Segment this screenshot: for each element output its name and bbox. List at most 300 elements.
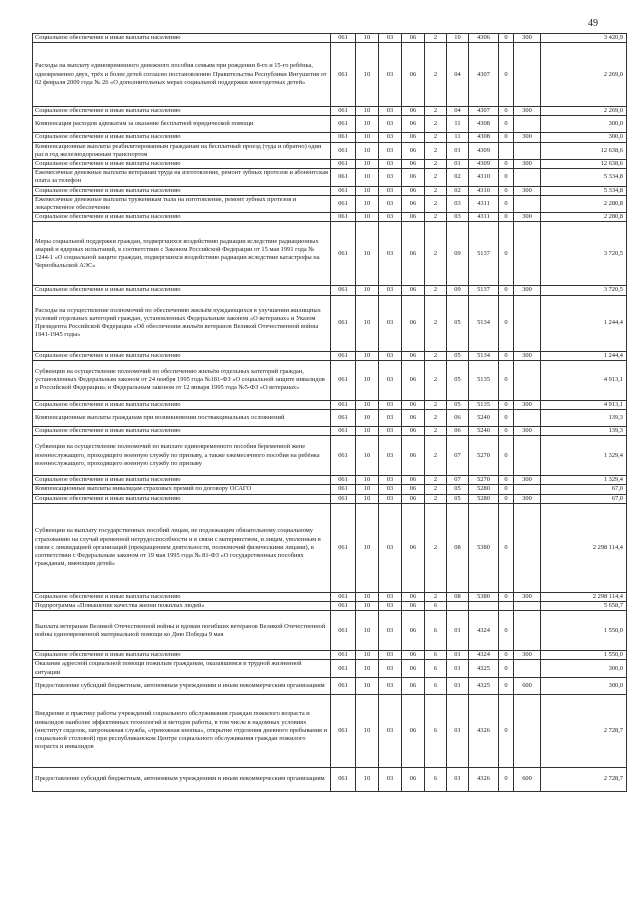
row-code-cell: 03 [379, 360, 402, 400]
row-code-cell: 10 [356, 186, 379, 195]
row-name-cell: Субвенции на выплату государственных пособий лицам, не подлежащим обязательному социальному страхованию на случай временной нетрудоспособности и в связи с материнством, и лицам, уволенным в связи с ликвидацией организаций (прекращением деятельности, полномочий физическими лицами), в соответствии с Федеральным законом от 19 мая 1995 года № 81-ФЗ «О государственных пособиях гражданам, имеющим детей» [33, 503, 331, 592]
row-code-cell: 2 [425, 116, 447, 133]
table-row [33, 43, 627, 107]
row-code-cell: 02 [447, 186, 469, 195]
row-code-cell: 10 [356, 295, 379, 351]
row-code-cell: 06 [402, 295, 425, 351]
row-code-cell: 03 [379, 222, 402, 286]
table-row [33, 34, 627, 43]
row-code-cell: 03 [379, 133, 402, 142]
row-code-cell: 06 [402, 503, 425, 592]
row-amount-cell: 2 728,7 [541, 694, 627, 767]
table-row [33, 694, 627, 767]
row-name-cell: Расходы на выплату единовременного денежного пособия семьям при рождении 8-го и 15-го ребёнка, одновременно двух, трёх и более детей согласно постановлению Правительства Республики Ингушетия от 02 февраля 2009 года № 26 «О дополнительных мерах социальной поддержки многодетных детей» [33, 43, 331, 107]
row-name-cell: Социальное обеспечение и иные выплаты населению [33, 160, 331, 169]
row-code-cell: 061 [331, 410, 356, 427]
row-code-cell: 10 [356, 142, 379, 159]
table-row [33, 651, 627, 660]
row-code-cell: 061 [331, 602, 356, 611]
row-code-cell: 0 [499, 295, 514, 351]
table-row [33, 677, 627, 694]
row-name-cell: Компенсационные выплаты гражданам при возникновении поствакцинальных осложнений [33, 410, 331, 427]
row-code-cell: 6 [425, 694, 447, 767]
row-amount-cell: 1 550,0 [541, 611, 627, 651]
row-code-cell: 06 [402, 142, 425, 159]
table-row [33, 476, 627, 485]
row-code-cell: 10 [356, 195, 379, 212]
row-code-cell: 10 [356, 660, 379, 677]
row-code-cell: 6 [425, 677, 447, 694]
row-code-cell: 061 [331, 43, 356, 107]
row-amount-cell: 1 244,4 [541, 351, 627, 360]
row-code-cell: 6 [425, 767, 447, 791]
row-code-cell: 4310 [469, 169, 499, 186]
row-code-cell: 4309 [469, 160, 499, 169]
row-name-cell: Предоставление субсидий бюджетным, автономным учреждениям и иным некоммерческим организациям [33, 767, 331, 791]
row-code-cell: 4307 [469, 43, 499, 107]
table-row [33, 360, 627, 400]
row-name-cell: Социальное обеспечение и иные выплаты населению [33, 427, 331, 436]
row-code-cell: 061 [331, 160, 356, 169]
row-amount-cell: 5 334,8 [541, 169, 627, 186]
row-code-cell: 06 [402, 410, 425, 427]
row-code-cell: 03 [379, 186, 402, 195]
row-code-cell [514, 602, 541, 611]
row-code-cell [514, 195, 541, 212]
row-name-cell: Подпрограмма «Повышение качества жизни пожилых людей» [33, 602, 331, 611]
row-code-cell: 2 [425, 195, 447, 212]
row-code-cell: 300 [514, 213, 541, 222]
row-code-cell: 0 [499, 767, 514, 791]
row-name-cell: Социальное обеспечение и иные выплаты населению [33, 494, 331, 503]
row-code-cell: 2 [425, 186, 447, 195]
row-name-cell: Оказание адресной социальной помощи пожилым гражданам, оказавшимся в трудной жизненной ситуации [33, 660, 331, 677]
row-code-cell: 0 [499, 494, 514, 503]
row-code-cell: 06 [402, 427, 425, 436]
row-code-cell: 10 [356, 592, 379, 601]
row-amount-cell: 2 298 114,4 [541, 503, 627, 592]
row-code-cell [514, 360, 541, 400]
row-code-cell [514, 410, 541, 427]
row-code-cell: 600 [514, 767, 541, 791]
row-name-cell: Социальное обеспечение и иные выплаты населению [33, 592, 331, 601]
row-code-cell: 2 [425, 43, 447, 107]
table-row [33, 295, 627, 351]
row-code-cell: 03 [379, 43, 402, 107]
table-row [33, 602, 627, 611]
row-code-cell: 2 [425, 485, 447, 494]
row-amount-cell: 2 298 114,4 [541, 592, 627, 601]
row-code-cell: 0 [499, 34, 514, 43]
row-code-cell: 01 [447, 660, 469, 677]
row-code-cell: 5240 [469, 427, 499, 436]
row-code-cell: 0 [499, 485, 514, 494]
row-code-cell: 07 [447, 476, 469, 485]
row-code-cell: 03 [379, 494, 402, 503]
row-amount-cell: 2 280,8 [541, 213, 627, 222]
row-code-cell: 03 [379, 195, 402, 212]
row-code-cell: 5380 [469, 503, 499, 592]
row-code-cell: 03 [379, 213, 402, 222]
row-amount-cell: 3 720,5 [541, 222, 627, 286]
row-code-cell: 04 [447, 107, 469, 116]
row-code-cell: 061 [331, 694, 356, 767]
row-code-cell: 2 [425, 213, 447, 222]
row-amount-cell: 12 638,6 [541, 142, 627, 159]
row-code-cell: 4324 [469, 651, 499, 660]
row-code-cell: 2 [425, 494, 447, 503]
row-code-cell: 0 [499, 169, 514, 186]
table-row [33, 133, 627, 142]
row-name-cell: Социальное обеспечение и иные выплаты населению [33, 213, 331, 222]
row-code-cell: 07 [447, 436, 469, 476]
row-code-cell [514, 485, 541, 494]
row-code-cell [499, 142, 514, 159]
row-code-cell: 06 [402, 186, 425, 195]
row-code-cell: 03 [379, 107, 402, 116]
row-code-cell: 300 [514, 476, 541, 485]
row-code-cell: 03 [447, 195, 469, 212]
row-code-cell: 2 [425, 360, 447, 400]
row-code-cell: 061 [331, 660, 356, 677]
row-code-cell: 03 [379, 767, 402, 791]
row-code-cell: 05 [447, 400, 469, 409]
row-code-cell: 061 [331, 107, 356, 116]
row-code-cell: 06 [402, 160, 425, 169]
row-code-cell: 5135 [469, 360, 499, 400]
row-code-cell: 300 [514, 494, 541, 503]
row-code-cell: 03 [379, 116, 402, 133]
row-code-cell: 4324 [469, 611, 499, 651]
row-name-cell: Ежемесячные денежные выплаты труженикам тыла на изготовление, ремонт зубных протезов и лекарственное обеспечение [33, 195, 331, 212]
row-code-cell: 300 [514, 133, 541, 142]
row-code-cell: 03 [379, 611, 402, 651]
row-code-cell: 300 [514, 107, 541, 116]
row-code-cell: 10 [356, 222, 379, 286]
row-code-cell: 0 [499, 195, 514, 212]
row-code-cell: 061 [331, 476, 356, 485]
table-row [33, 767, 627, 791]
row-code-cell: 06 [402, 169, 425, 186]
row-code-cell: 10 [356, 34, 379, 43]
row-code-cell: 0 [499, 286, 514, 295]
row-name-cell: Социальное обеспечение и иные выплаты населению [33, 286, 331, 295]
row-code-cell: 5280 [469, 494, 499, 503]
row-code-cell: 03 [379, 651, 402, 660]
row-code-cell: 2 [425, 427, 447, 436]
table-row [33, 660, 627, 677]
row-code-cell: 06 [402, 195, 425, 212]
row-amount-cell: 67,0 [541, 485, 627, 494]
row-code-cell: 10 [356, 677, 379, 694]
row-code-cell: 06 [402, 651, 425, 660]
row-code-cell: 0 [499, 660, 514, 677]
row-code-cell: 061 [331, 485, 356, 494]
row-code-cell: 2 [425, 142, 447, 159]
table-row [33, 494, 627, 503]
row-code-cell: 6 [425, 611, 447, 651]
row-code-cell: 10 [447, 34, 469, 43]
row-code-cell: 01 [447, 767, 469, 791]
row-code-cell: 061 [331, 295, 356, 351]
row-code-cell: 600 [514, 677, 541, 694]
row-code-cell: 06 [402, 494, 425, 503]
row-code-cell: 06 [402, 767, 425, 791]
row-code-cell: 06 [402, 43, 425, 107]
row-code-cell: 03 [447, 213, 469, 222]
row-name-cell: Социальное обеспечение и иные выплаты населению [33, 107, 331, 116]
row-code-cell: 03 [379, 160, 402, 169]
row-code-cell: 2 [425, 503, 447, 592]
row-code-cell: 06 [447, 427, 469, 436]
row-code-cell: 061 [331, 611, 356, 651]
row-code-cell: 4311 [469, 195, 499, 212]
row-code-cell [514, 222, 541, 286]
row-code-cell: 4306 [469, 34, 499, 43]
row-code-cell: 0 [499, 160, 514, 169]
table-row [33, 427, 627, 436]
row-code-cell: 0 [499, 677, 514, 694]
row-code-cell: 06 [402, 116, 425, 133]
row-code-cell: 10 [356, 43, 379, 107]
row-code-cell: 061 [331, 186, 356, 195]
row-code-cell: 4325 [469, 660, 499, 677]
row-code-cell: 06 [402, 476, 425, 485]
row-code-cell: 06 [402, 351, 425, 360]
row-amount-cell: 2 280,8 [541, 195, 627, 212]
row-amount-cell: 300,0 [541, 133, 627, 142]
row-code-cell: 2 [425, 436, 447, 476]
table-row [33, 611, 627, 651]
row-code-cell: 2 [425, 286, 447, 295]
row-amount-cell: 5 658,7 [541, 602, 627, 611]
row-code-cell [514, 660, 541, 677]
row-code-cell: 01 [447, 142, 469, 159]
row-code-cell: 061 [331, 142, 356, 159]
row-code-cell: 2 [425, 295, 447, 351]
table-row [33, 222, 627, 286]
row-code-cell: 06 [402, 436, 425, 476]
row-amount-cell: 12 638,6 [541, 160, 627, 169]
row-name-cell: Социальное обеспечение и иные выплаты населению [33, 186, 331, 195]
row-amount-cell: 4 913,1 [541, 360, 627, 400]
row-code-cell: 10 [356, 485, 379, 494]
row-code-cell: 10 [356, 651, 379, 660]
row-code-cell: 5134 [469, 295, 499, 351]
row-code-cell: 06 [402, 660, 425, 677]
row-code-cell: 03 [379, 677, 402, 694]
row-code-cell [469, 602, 499, 611]
row-code-cell: 2 [425, 160, 447, 169]
row-code-cell [514, 436, 541, 476]
row-code-cell: 06 [402, 611, 425, 651]
row-code-cell: 03 [379, 476, 402, 485]
row-code-cell: 06 [402, 222, 425, 286]
row-code-cell: 300 [514, 186, 541, 195]
row-code-cell: 2 [425, 592, 447, 601]
table-row [33, 400, 627, 409]
row-code-cell: 0 [499, 351, 514, 360]
row-code-cell: 5280 [469, 485, 499, 494]
row-code-cell: 6 [425, 660, 447, 677]
row-code-cell: 10 [356, 503, 379, 592]
row-code-cell: 10 [356, 602, 379, 611]
table-row [33, 351, 627, 360]
row-code-cell: 11 [447, 133, 469, 142]
row-name-cell: Субвенции на осуществление полномочий по выплате единовременного пособия беременной жене военнослужащего, проходящего военную службу по призыву, а также ежемесячного пособия на ребёнка военнослужащего, проходящего военную службу по призыву [33, 436, 331, 476]
table-row [33, 142, 627, 159]
row-code-cell: 03 [379, 295, 402, 351]
row-code-cell: 03 [379, 410, 402, 427]
row-code-cell: 01 [447, 651, 469, 660]
row-code-cell: 05 [447, 494, 469, 503]
row-code-cell [514, 694, 541, 767]
row-code-cell: 2 [425, 400, 447, 409]
table-row [33, 485, 627, 494]
row-amount-cell: 3 720,5 [541, 286, 627, 295]
row-code-cell: 300 [514, 427, 541, 436]
row-code-cell: 10 [356, 351, 379, 360]
row-code-cell: 061 [331, 116, 356, 133]
row-code-cell: 10 [356, 436, 379, 476]
table-row [33, 195, 627, 212]
row-code-cell: 05 [447, 485, 469, 494]
row-code-cell: 10 [356, 107, 379, 116]
table-row [33, 286, 627, 295]
row-code-cell [514, 116, 541, 133]
row-code-cell: 03 [379, 503, 402, 592]
row-code-cell: 5137 [469, 222, 499, 286]
row-code-cell: 300 [514, 34, 541, 43]
row-code-cell: 06 [402, 400, 425, 409]
table-row [33, 116, 627, 133]
row-code-cell: 2 [425, 34, 447, 43]
row-code-cell: 10 [356, 427, 379, 436]
row-name-cell: Предоставление субсидий бюджетным, автономным учреждениям и иным некоммерческим организациям [33, 677, 331, 694]
row-amount-cell: 1 329,4 [541, 436, 627, 476]
row-code-cell: 0 [499, 651, 514, 660]
row-code-cell: 300 [514, 400, 541, 409]
row-code-cell: 300 [514, 160, 541, 169]
row-code-cell: 06 [402, 34, 425, 43]
row-code-cell: 300 [514, 286, 541, 295]
row-code-cell: 4307 [469, 107, 499, 116]
row-code-cell: 061 [331, 213, 356, 222]
row-name-cell: Социальное обеспечение и иные выплаты населению [33, 34, 331, 43]
row-code-cell: 03 [379, 286, 402, 295]
row-code-cell: 4310 [469, 186, 499, 195]
row-code-cell: 10 [356, 767, 379, 791]
row-code-cell: 061 [331, 286, 356, 295]
row-code-cell: 09 [447, 286, 469, 295]
row-code-cell: 300 [514, 351, 541, 360]
row-code-cell: 2 [425, 410, 447, 427]
row-code-cell: 10 [356, 494, 379, 503]
row-code-cell: 5240 [469, 410, 499, 427]
row-code-cell: 4309 [469, 142, 499, 159]
row-code-cell: 5270 [469, 436, 499, 476]
row-code-cell: 061 [331, 400, 356, 409]
row-code-cell: 2 [425, 107, 447, 116]
row-code-cell: 5137 [469, 286, 499, 295]
row-code-cell: 061 [331, 651, 356, 660]
row-code-cell: 03 [379, 485, 402, 494]
row-code-cell: 03 [379, 427, 402, 436]
row-amount-cell: 1 329,4 [541, 476, 627, 485]
row-code-cell: 03 [379, 351, 402, 360]
row-code-cell [514, 142, 541, 159]
row-code-cell: 06 [402, 107, 425, 116]
row-code-cell: 01 [447, 160, 469, 169]
row-code-cell: 03 [379, 602, 402, 611]
row-code-cell: 09 [447, 222, 469, 286]
row-code-cell: 0 [499, 43, 514, 107]
row-code-cell [499, 602, 514, 611]
row-code-cell: 061 [331, 169, 356, 186]
row-code-cell: 02 [447, 169, 469, 186]
row-code-cell: 061 [331, 34, 356, 43]
table-row [33, 503, 627, 592]
table-row [33, 169, 627, 186]
row-name-cell: Субвенции на осуществление полномочий по обеспечению жильём отдельных категорий граждан, установленных Федеральным законом от 24 ноября 1995 года №181-ФЗ «О социальной защите инвалидов в Российской Федерации» и Федеральным законом от 12 января 1995 года №5-ФЗ «О ветеранах» [33, 360, 331, 400]
row-amount-cell: 300,0 [541, 677, 627, 694]
row-code-cell: 10 [356, 611, 379, 651]
row-code-cell: 061 [331, 351, 356, 360]
row-code-cell: 5134 [469, 351, 499, 360]
row-code-cell: 10 [356, 160, 379, 169]
row-code-cell: 4308 [469, 133, 499, 142]
row-code-cell: 0 [499, 116, 514, 133]
row-code-cell: 0 [499, 410, 514, 427]
row-code-cell [514, 611, 541, 651]
table-row [33, 436, 627, 476]
row-code-cell: 4325 [469, 677, 499, 694]
row-amount-cell: 2 269,0 [541, 107, 627, 116]
row-code-cell: 06 [402, 602, 425, 611]
row-name-cell: Меры социальной поддержки граждан, подвергшихся воздействию радиации вследствие радиационных аварий и ядерных испытаний, в соответствии с Законом Российской Федерации от 15 мая 1991 года № 1244-1 «О социальной защите граждан, подвергшихся воздействию радиации вследствие катастрофы на Чернобыльской АЭС» [33, 222, 331, 286]
row-code-cell: 06 [402, 360, 425, 400]
row-code-cell: 061 [331, 677, 356, 694]
row-code-cell: 10 [356, 476, 379, 485]
row-code-cell: 300 [514, 592, 541, 601]
row-code-cell: 01 [447, 694, 469, 767]
row-name-cell: Социальное обеспечение и иные выплаты населению [33, 133, 331, 142]
row-code-cell [514, 503, 541, 592]
row-code-cell: 4308 [469, 116, 499, 133]
row-code-cell: 03 [379, 694, 402, 767]
row-code-cell: 0 [499, 611, 514, 651]
budget-table [32, 33, 627, 792]
row-name-cell: Расходы на осуществление полномочий по обеспечению жильём нуждающихся в улучшении жилищных условий отдельных категорий граждан, установленных Федеральным законом «О ветеранах» и Указом Президента Российской Федерации «Об обеспечении жильём ветеранов Великой Отечественной войны 1941-1945 годы» [33, 295, 331, 351]
row-code-cell: 04 [447, 43, 469, 107]
row-code-cell [447, 602, 469, 611]
row-code-cell: 10 [356, 410, 379, 427]
row-code-cell: 05 [447, 295, 469, 351]
row-code-cell: 01 [447, 611, 469, 651]
row-code-cell: 0 [499, 186, 514, 195]
row-code-cell: 0 [499, 476, 514, 485]
row-code-cell: 061 [331, 133, 356, 142]
row-code-cell: 06 [402, 286, 425, 295]
row-code-cell: 03 [379, 592, 402, 601]
row-name-cell: Социальное обеспечение и иные выплаты населению [33, 651, 331, 660]
row-amount-cell: 1 550,0 [541, 651, 627, 660]
row-code-cell: 06 [402, 213, 425, 222]
row-code-cell: 10 [356, 400, 379, 409]
row-code-cell: 4311 [469, 213, 499, 222]
row-code-cell: 03 [379, 400, 402, 409]
row-amount-cell: 139,3 [541, 427, 627, 436]
